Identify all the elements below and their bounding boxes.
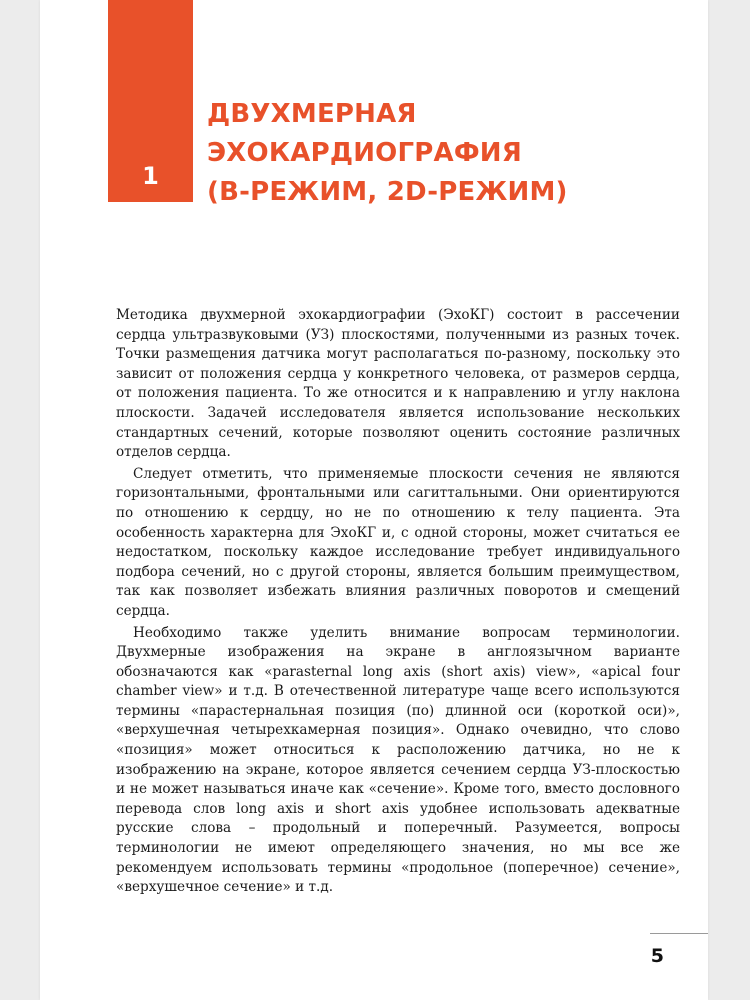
paragraph: Необходимо также уделить внимание вопросам терминологии. Двухмерные изображения на экране в англоязычном варианте обозначаются как «parasternal long axis (short axis) view», «apical four chamber view» и т.д. В отечественной литературе чаще всего используются термины «парастернальная позиция (по) длинной оси (короткой оси)», «верхушечная четырехкамерная позиция». Однако очевидно, что слово «позиция» может относиться к расположению датчика, но не к изображению на экране, которое является сечением сердца УЗ-плоскостью и не может называться иначе как «сечение». Кроме того, вместо дословного перевода слов long axis и short axis удобнее использовать адекватные русские слова – продольный и поперечный. Разумеется, вопросы терминологии не имеют определяющего значения, но мы все же рекомендуем использовать термины «продольное (поперечное) сечение», «верхушечное сечение» и т.д. bbox=[116, 624, 680, 896]
paragraph: Методика двухмерной эхокардиографии (ЭхоКГ) состоит в рассечении сердца ультразвуковыми (УЗ) плоскостями, полученными из разных точек. Точки размещения датчика могут располагаться по-разному, поскольку это зависит от положения сердца у конкретного человека, от размеров сердца, от положения пациента. То же относится и к направлению и углу наклона плоскости. Задачей исследователя является использование нескольких стандартных сечений, которые позволяют оценить состояние различных отделов сердца. bbox=[116, 307, 680, 461]
chapter-number: 1 bbox=[142, 162, 159, 190]
paragraph: Следует отметить, что применяемые плоскости сечения не являются горизонтальными, фронтальными или сагиттальными. Они ориентируются по отношению к сердцу, но не по отношению к телу пациента. Эта особенность характерна для ЭхоКГ и, с одной стороны, может считаться ее недостатком, поскольку каждое исследование требует индивидуального подбора сечений, но с другой стороны, является большим преимуществом, так как позволяет избежать влияния различных поворотов и смещений сердца. bbox=[116, 465, 680, 619]
footer-rule bbox=[650, 933, 708, 934]
book-page bbox=[40, 0, 708, 1000]
chapter-number-block bbox=[108, 0, 193, 202]
chapter-title bbox=[207, 95, 667, 212]
body-text bbox=[116, 306, 680, 898]
page-number: 5 bbox=[650, 945, 664, 967]
chapter-title-line: (B-РЕЖИМ, 2D-РЕЖИМ) bbox=[207, 177, 568, 207]
chapter-title-line: ЭХОКАРДИОГРАФИЯ bbox=[207, 138, 522, 168]
chapter-title-line: ДВУХМЕРНАЯ bbox=[207, 99, 417, 129]
